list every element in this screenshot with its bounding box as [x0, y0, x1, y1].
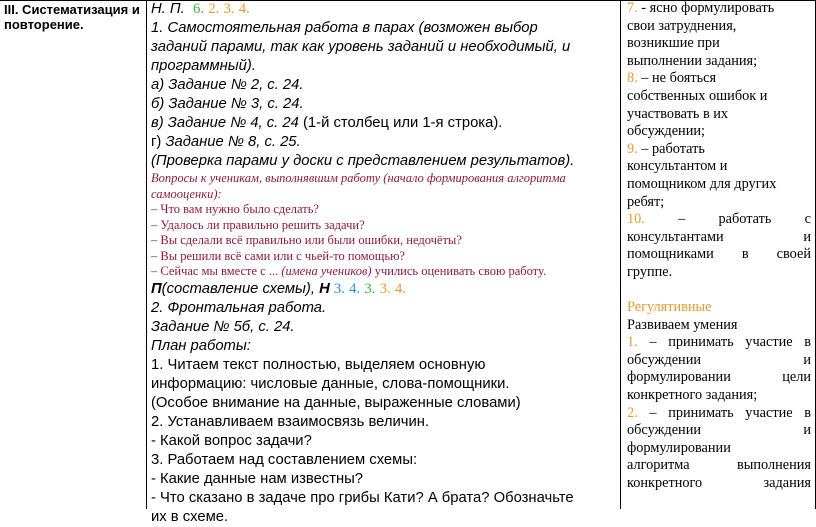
skill-text: обсуждении и — [627, 422, 811, 439]
q5-start: – Сейчас мы вместе с ... — [151, 264, 282, 278]
plan-step: (Особое внимание на данные, выраженные словами) — [151, 394, 521, 411]
skills-cell — [627, 0, 811, 493]
questions-intro: Вопросы к ученикам, выполнявшим работу (начало формирования алгоритма — [151, 171, 566, 185]
skill-num: 9. — [627, 140, 638, 157]
stage-title: III. Систематизация и повторение. — [4, 2, 140, 32]
skill-text: свои затруднения, — [627, 17, 737, 34]
skill-text: конкретного задания — [627, 475, 811, 492]
question-item: – Вы сделали всё правильно или были ошибки, недочёты? — [151, 233, 462, 247]
q5-names: (имена учеников) — [281, 264, 372, 278]
header-num-green: 6. — [192, 1, 205, 17]
skill-8 — [627, 70, 811, 88]
skill-10 — [627, 211, 811, 229]
skill-text: – работать — [637, 140, 705, 157]
scheme-line — [151, 280, 619, 299]
regulative-subtitle: Развиваем умения — [627, 316, 738, 333]
scheme-num-orange-1: 3. — [379, 280, 391, 297]
skill-text: группе. — [627, 263, 673, 280]
item-a: а) Задание № 2, с. 24. — [151, 77, 304, 93]
header-num-orange-1: 2. — [208, 1, 220, 17]
plan-step: 1. Читаем текст полностью, выделяем основную — [151, 356, 486, 373]
skill-9 — [627, 141, 811, 159]
header-prefix: Н. П. — [151, 1, 185, 17]
scheme-num-blue-2: 4. — [349, 280, 361, 297]
column-divider-1 — [146, 0, 147, 509]
item-g — [151, 133, 619, 152]
skill-num: 2. — [627, 404, 638, 421]
skill-num: 8. — [627, 70, 638, 87]
skill-text: ребят; — [627, 193, 665, 210]
header-line — [151, 0, 619, 19]
skill-reg-1 — [627, 334, 811, 352]
questions-block — [151, 171, 619, 280]
item-g-italic: Задание № 8, с. 25. — [165, 134, 301, 150]
scheme-num-green: 3. — [364, 280, 376, 297]
skill-text: алгоритма выполнения — [627, 457, 811, 474]
scheme-n: Н — [319, 280, 330, 297]
questions-intro: самооценки): — [151, 186, 222, 201]
header-num-orange-2: 3. — [223, 1, 235, 17]
skill-text: - ясно формулировать — [637, 0, 775, 16]
task2-line: 2. Фронтальная работа. — [151, 299, 327, 316]
skill-text: консультантами и — [627, 228, 811, 245]
q5-end: учились оценивать свою работу. — [371, 264, 547, 278]
plan-step: их в схеме. — [151, 508, 229, 525]
task1-line: программный). — [151, 58, 256, 74]
item-b: б) Задание № 3, с. 24. — [151, 96, 304, 112]
skill-reg-2 — [627, 405, 811, 423]
skill-text: – принимать участие в — [637, 404, 811, 421]
task1-line: заданий парами, так как уровень заданий и необходимый, и — [151, 39, 571, 55]
skill-text: участвовать в их — [627, 105, 729, 122]
plan-title: План работы: — [151, 337, 251, 354]
plan-step: - Какие данные нам известны? — [151, 470, 364, 487]
activity-cell — [151, 0, 619, 527]
scheme-num-blue-1: 3. — [333, 280, 345, 297]
task2-ref: Задание № 5б, с. 24. — [151, 318, 295, 335]
skill-text: – не бояться — [637, 70, 717, 87]
item-v — [151, 114, 619, 133]
skill-text: формулировании цели — [627, 369, 811, 386]
spacer — [627, 282, 811, 300]
plan-step: информацию: числовые данные, слова-помощники. — [151, 375, 510, 392]
skill-text: собственных ошибок и — [627, 87, 768, 104]
regulative-title: Регулятивные — [627, 299, 712, 316]
plan-step: 2. Устанавливаем взаимосвязь величин. — [151, 413, 430, 430]
skill-text: формулировании — [627, 439, 731, 456]
skill-text: помощниками в своей — [627, 246, 811, 263]
skill-num: 10. — [627, 211, 645, 228]
item-g-prefix: г) — [151, 134, 166, 150]
question-item: – Вы решили всё сами или с чьей-то помощью? — [151, 248, 405, 263]
skill-num: 1. — [627, 334, 638, 351]
scheme-text: (составление схемы), — [161, 280, 320, 297]
skill-text: выполнении задания; — [627, 52, 758, 69]
scheme-p: П — [151, 280, 162, 297]
skill-text: – работать с — [644, 211, 811, 228]
skill-7 — [627, 0, 811, 18]
task1-line: 1. Самостоятельная работа в парах (возможен выбор — [151, 20, 538, 36]
plan-step: - Что сказано в задаче про грибы Кати? А брата? Обозначьте — [151, 489, 574, 506]
question-item: – Удалось ли правильно решить задачи? — [151, 217, 365, 232]
column-divider-2 — [620, 0, 621, 509]
question-item — [151, 264, 619, 280]
skill-text: обсуждении; — [627, 123, 705, 140]
check-line: (Проверка парами у доски с представлением результатов). — [151, 153, 575, 169]
skill-text: возникшие при — [627, 35, 720, 52]
plan-step: 3. Работаем над составлением схемы: — [151, 451, 418, 468]
skill-num: 7. — [627, 0, 638, 16]
item-v-rest: (1-й столбец или 1-я строка). — [298, 115, 503, 131]
skill-text: конкретного задания; — [627, 387, 758, 404]
scheme-num-orange-2: 4. — [394, 280, 406, 297]
item-v-italic: в) Задание № 4, с. 24 — [151, 115, 299, 131]
skill-text: помощником для других — [627, 175, 777, 192]
skill-text: – принимать участие в — [637, 334, 811, 351]
skill-text: обсуждении и — [627, 351, 811, 368]
header-num-orange-3: 4. — [238, 1, 250, 17]
question-item: – Что вам нужно было сделать? — [151, 202, 319, 216]
skill-text: консультантом и — [627, 158, 728, 175]
plan-step: - Какой вопрос задачи? — [151, 432, 312, 449]
stage-cell — [4, 0, 142, 32]
